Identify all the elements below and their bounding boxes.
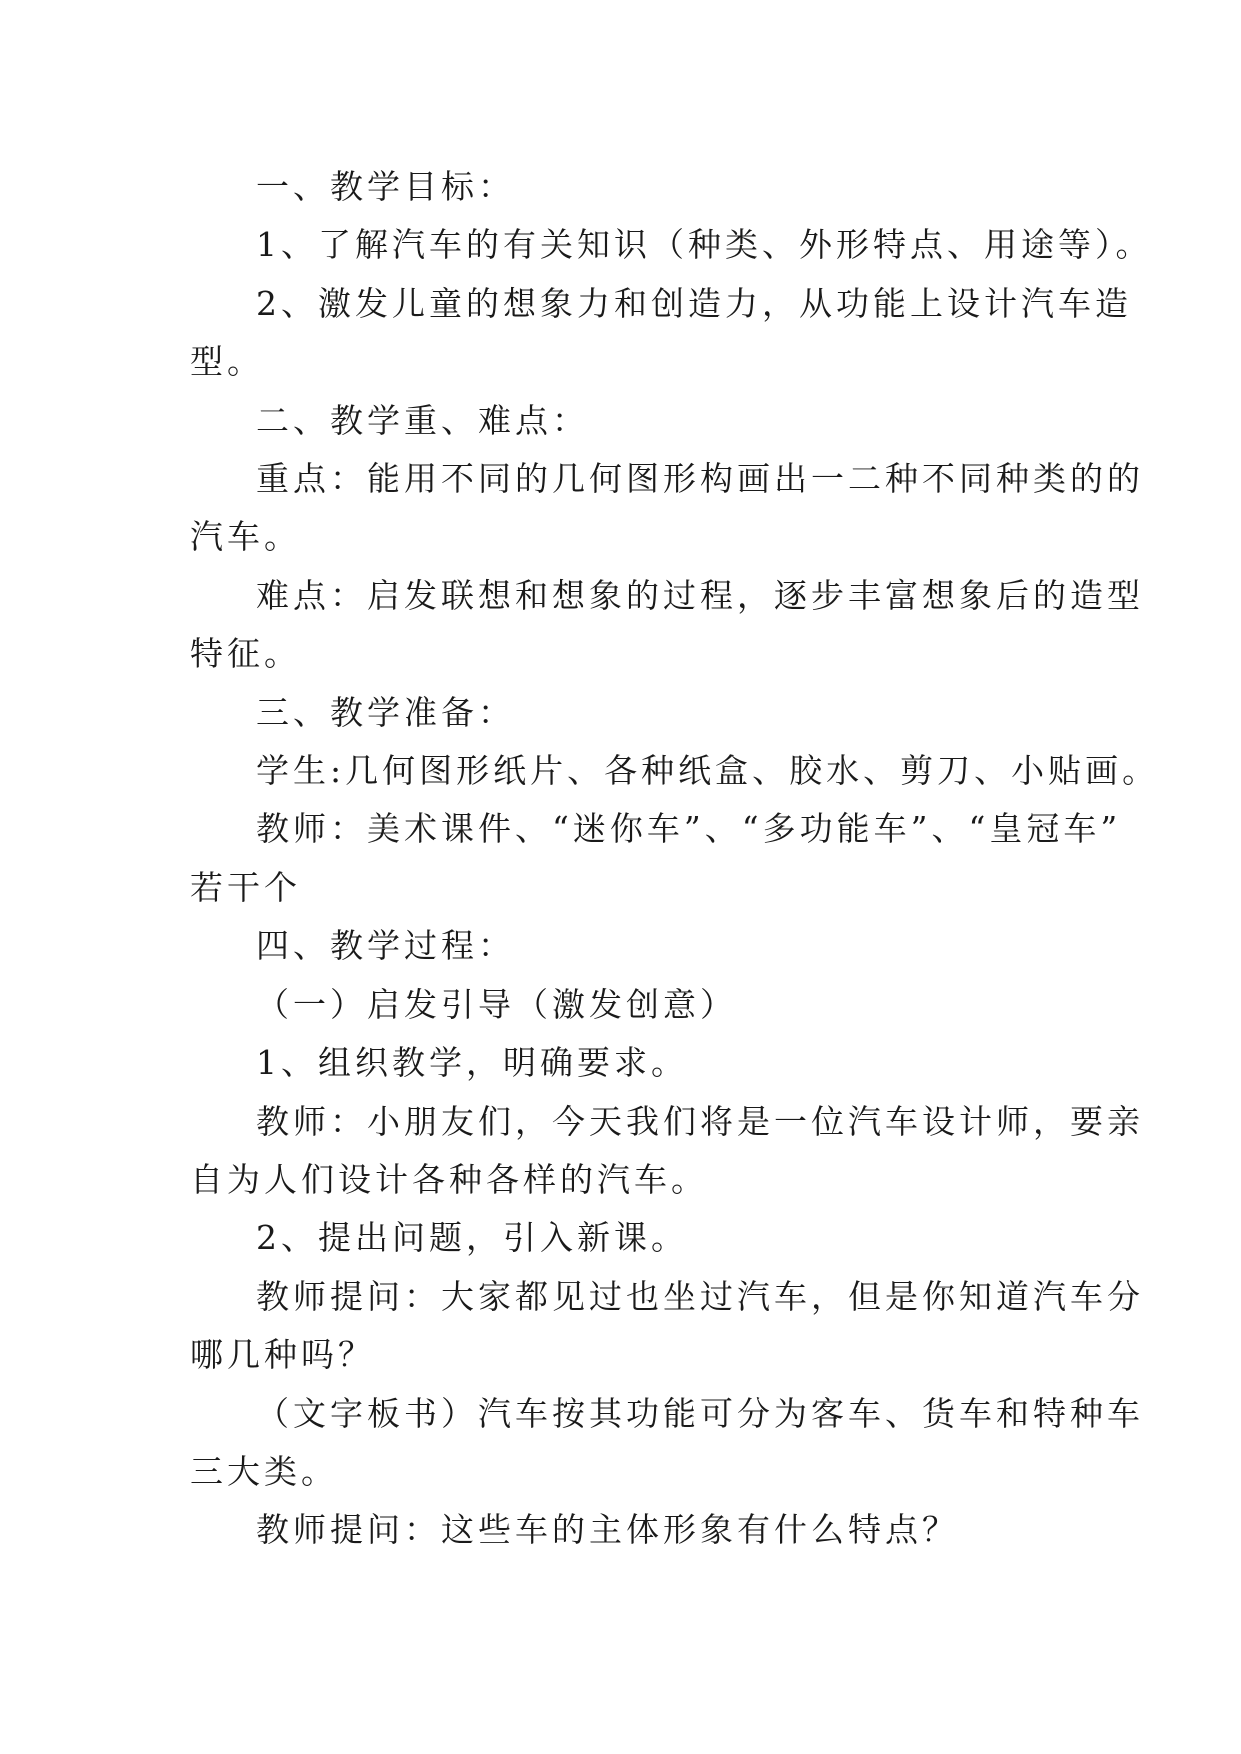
board-writing-continued: 三大类。 [190,1451,338,1491]
process-step-1: 1、组织教学，明确要求。 [256,1043,688,1083]
teacher-materials: 教师：美术课件、“迷你车”、“多功能车”、“皇冠车” [256,809,1122,849]
subheading-inspire-guide: （一）启发引导（激发创意） [256,984,737,1024]
heading-key-points: 二、教学重、难点： [256,400,589,440]
goal-item-2: 2、激发儿童的想象力和创造力，从功能上设计汽车造 [256,283,1132,323]
teacher-question-1: 教师提问：大家都见过也坐过汽车，但是你知道汽车分 [256,1276,1144,1316]
teacher-question-2: 教师提问：这些车的主体形象有什么特点？ [256,1510,959,1550]
heading-teaching-goals: 一、教学目标： [256,167,515,206]
goal-item-2-continued: 型。 [190,342,264,382]
teacher-speech-1: 教师：小朋友们，今天我们将是一位汽车设计师，要亲 [256,1101,1144,1141]
goal-item-1: 1、了解汽车的有关知识（种类、外形特点、用途等）。 [256,225,1153,265]
board-writing: （文字板书）汽车按其功能可分为客车、货车和特种车 [256,1393,1144,1433]
difficulty-text-continued: 特征。 [190,634,301,674]
process-step-2: 2、提出问题，引入新课。 [256,1218,688,1258]
heading-preparation: 三、教学准备： [256,692,515,732]
key-point-text: 重点：能用不同的几何图形构画出一二种不同种类的的 [256,459,1144,499]
teacher-question-1-continued: 哪几种吗？ [190,1335,375,1375]
difficulty-text: 难点：启发联想和想象的过程，逐步丰富想象后的造型 [256,575,1144,615]
student-materials: 学生:几何图形纸片、各种纸盒、胶水、剪刀、小贴画。 [256,751,1160,791]
teacher-materials-continued: 若干个 [190,867,301,907]
document-body [190,158,1160,1560]
heading-teaching-process: 四、教学过程： [256,926,515,966]
teacher-speech-1-continued: 自为人们设计各种各样的汽车。 [190,1159,708,1199]
key-point-text-continued: 汽车。 [190,517,301,557]
